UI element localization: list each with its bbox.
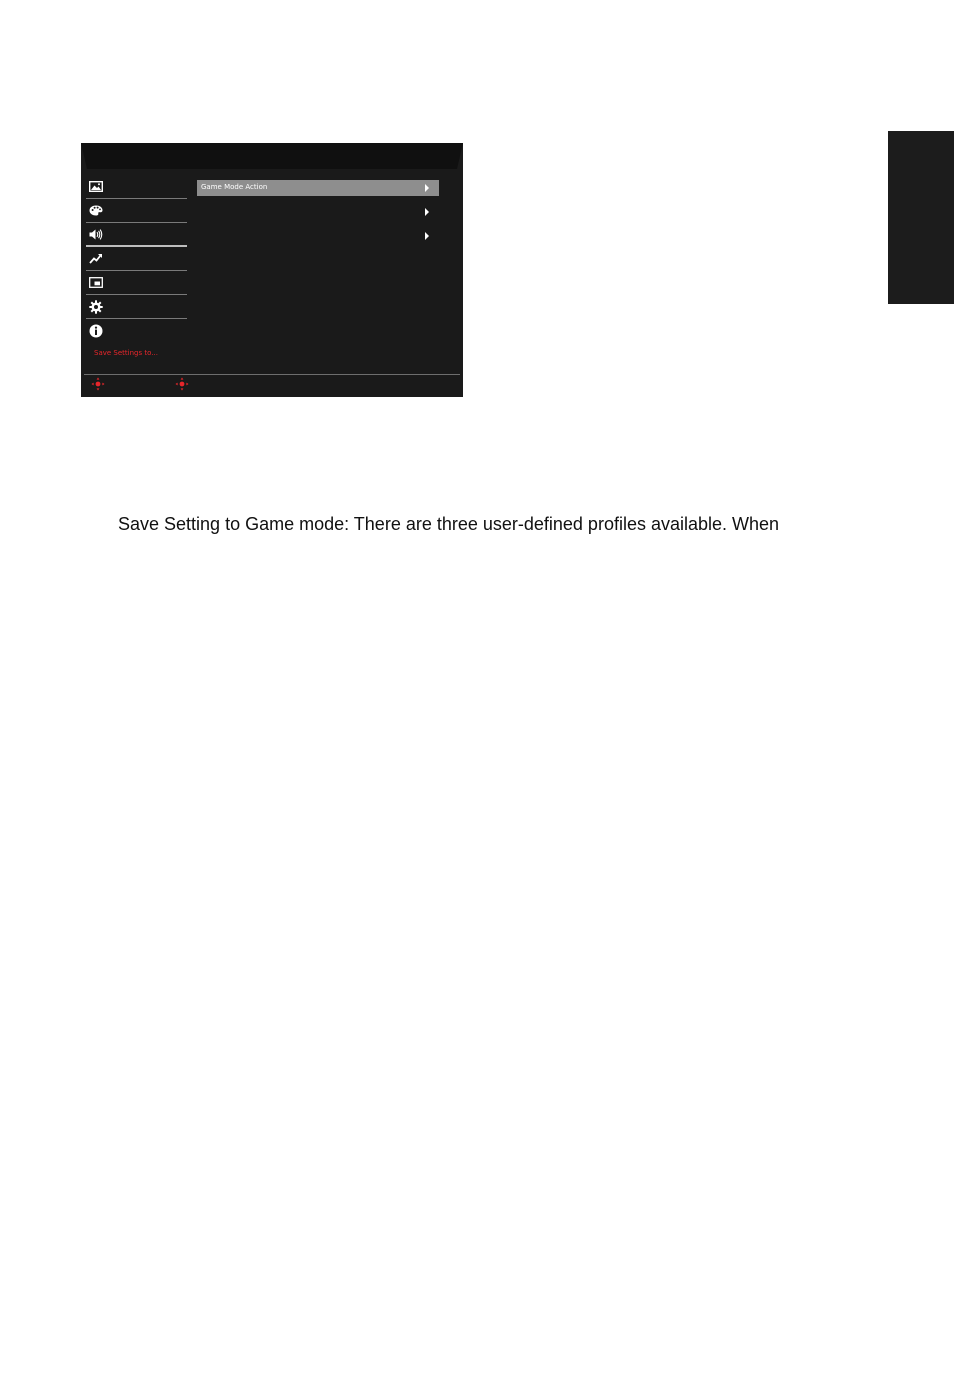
audio-speaker-icon xyxy=(89,229,103,240)
chevron-right-icon xyxy=(425,232,429,240)
color-palette-icon xyxy=(89,205,103,216)
body-text: Save Setting to Game mode: There are three user-defined profiles available. When xyxy=(118,514,780,534)
menu-item-game-mode-action[interactable] xyxy=(197,180,439,196)
osd-menu-panel xyxy=(81,143,463,397)
menu-item-user-1[interactable] xyxy=(197,204,439,220)
picture-icon xyxy=(89,181,103,192)
info-icon xyxy=(89,324,103,338)
sidebar-item-picture[interactable] xyxy=(86,175,187,199)
osd-footer-divider xyxy=(84,374,460,375)
sidebar-item-gaming[interactable] xyxy=(86,247,187,271)
sidebar-item-osd[interactable] xyxy=(86,271,187,295)
osd-header-bar xyxy=(81,143,463,169)
chevron-right-icon xyxy=(425,184,429,192)
osd-submenu xyxy=(197,180,439,252)
sidebar-item-audio[interactable] xyxy=(86,223,187,247)
chevron-right-icon xyxy=(425,208,429,216)
chapter-tab xyxy=(888,131,954,304)
joystick-icon xyxy=(91,377,105,391)
menu-item-user-2[interactable] xyxy=(197,228,439,244)
sidebar-item-information[interactable] xyxy=(86,319,187,343)
osd-sidebar xyxy=(86,175,187,343)
joystick-icon xyxy=(175,377,189,391)
sidebar-item-color[interactable] xyxy=(86,199,187,223)
osd-window-icon xyxy=(89,277,103,288)
gear-icon xyxy=(89,300,103,314)
gaming-performance-icon xyxy=(89,253,103,264)
sidebar-item-system[interactable] xyxy=(86,295,187,319)
menu-item-label: Game Mode Action xyxy=(201,183,268,191)
save-settings-link[interactable]: Save Settings to... xyxy=(94,349,158,357)
